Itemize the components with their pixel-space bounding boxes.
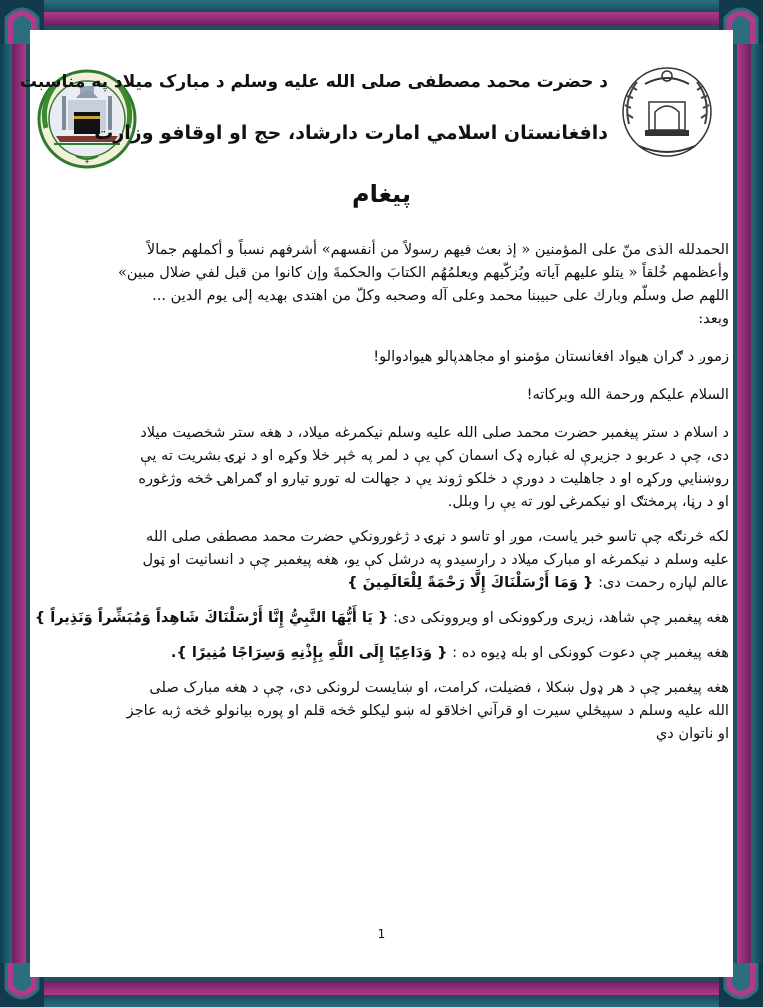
paragraph-line-text: عالم لپاره رحمت دی: <box>598 574 729 591</box>
paragraph-5 <box>34 676 729 745</box>
document-page <box>19 30 733 977</box>
intro-line: وأعظمهم خُلقاً « یتلو علیهم آیاته ویُزكّیهم ویعلمُهُم الكتابَ والحكمةَ وإن كانوا من قبل لفي ضلال مبین» <box>118 264 729 281</box>
svg-text:✦: ✦ <box>84 158 90 166</box>
paragraph-line <box>34 571 729 594</box>
islamic-emirate-emblem-icon <box>615 62 719 162</box>
paragraph-line: علیه وسلم د نیکمرغه او مبارک میلاد د رارسیدو په درشل کې یو، هغه پیغمبر چې د انسانیت او ټول <box>142 551 729 568</box>
quran-verse-lamp: { وَدَاعِيًا إِلَى اللَّهِ بِإِذْنِهِ وَسِرَاجًا مُنِيرًا }. <box>170 644 448 661</box>
intro-paragraph <box>34 238 729 330</box>
paragraph-2 <box>34 525 729 594</box>
intro-line: اللهم صل وسلّم وبارك علی حبیبنا محمد وعلی آله وصحبه وكلّ من اهتدی بهدیه إلی یوم الدین ... <box>152 287 729 304</box>
paragraph-line: او ناتوان دي <box>655 725 729 742</box>
paragraph-4 <box>34 641 729 664</box>
intro-line: وبعد: <box>698 310 729 327</box>
header-ministry-line: دافغانستان اسلامي امارت دارشاد، حج او اوقافو وزارت <box>94 122 608 144</box>
frame-right-band <box>749 0 763 1007</box>
frame-top-inner-band <box>0 12 763 26</box>
paragraph-line: د اسلام د ستر پیغمبر حضرت محمد صلی الله علیه وسلم نیکمرغه میلاد، د هغه ستر شخصیت میلاد <box>140 424 729 441</box>
quran-verse-witness: { يَا أَيُّهَا النَّبِيُّ إِنَّا أَرْسَلْنَاكَ شَاهِداً وَمُبَشِّراً وَنَذِيراً } <box>34 609 389 626</box>
paragraph-line: روښنايي ورکړه او د جاهلیت د دورې د خلکو ژوند یې د جهالت له تورو تیارو او ګمراهۍ څخه وژغوره <box>138 470 729 487</box>
salaam-line: السلام علیکم ورحمة الله وبرکاته! <box>526 386 729 403</box>
paragraph-line-text: هغه پیغمبر چې دعوت کوونکی او بله ډیوه ده : <box>452 644 729 661</box>
paragraph-line: لکه څرنګه چې تاسو خبر یاست، موږ او تاسو د نړۍ د ژغورونکي حضرت محمد مصطفی صلی الله <box>146 528 729 545</box>
frame-left-inner-band <box>12 0 26 1007</box>
paragraph-line: دی، چې د عربو د جزیرې له غباره ډک اسمان کې یې د لمر په څېر خلا وکړه او د نړۍ بشریت ته یې <box>140 447 729 464</box>
paragraph-line: الله علیه وسلم د سپیڅلي سیرت او قرآني اخلاقو له ښو لیکلو څخه قلم او پوره بیانولو څخه ژبه عاجز <box>126 702 729 719</box>
document-header <box>19 30 733 180</box>
paragraph-1 <box>34 421 729 513</box>
frame-right-inner-band <box>737 0 751 1007</box>
quran-verse-mercy: { وَمَا أَرْسَلْنَاكَ إِلَّا رَحْمَةً لِلْعَالَمِينَ } <box>347 574 594 591</box>
page-title: پیغام <box>352 180 411 208</box>
paragraph-3 <box>34 606 729 629</box>
paragraph-line: او د رڼا، پرمختګ او نیکمرغۍ لور ته یې را وبلل. <box>447 493 729 510</box>
page-number: 1 <box>377 927 386 941</box>
intro-line: الحمدلله الذی منّ علی المؤمنین « إذ بعث فیهم رسولاً من أنفسهم» أشرفهم نسباً و أكملهم جمالاً <box>146 241 729 258</box>
frame-bottom-inner-band <box>0 981 763 995</box>
message-body <box>34 238 729 745</box>
paragraph-line-text: هغه پیغمبر چې شاهد، زیری ورکوونکی او ویروونکی دی: <box>393 609 729 626</box>
greeting-line: زموږ د ګران هیواد افغانستان مؤمنو او مجاهدپالو هیوادوالو! <box>373 348 729 365</box>
paragraph-line: هغه پیغمبر چې د هر ډول ښکلا ، فضیلت، کرامت، او ښایست لرونکی دی، چې د هغه مبارک صلی <box>149 679 729 696</box>
header-occasion-line: د حضرت محمد مصطفی صلی الله علیه وسلم د مبارک میلاد په مناسبت <box>19 72 608 92</box>
